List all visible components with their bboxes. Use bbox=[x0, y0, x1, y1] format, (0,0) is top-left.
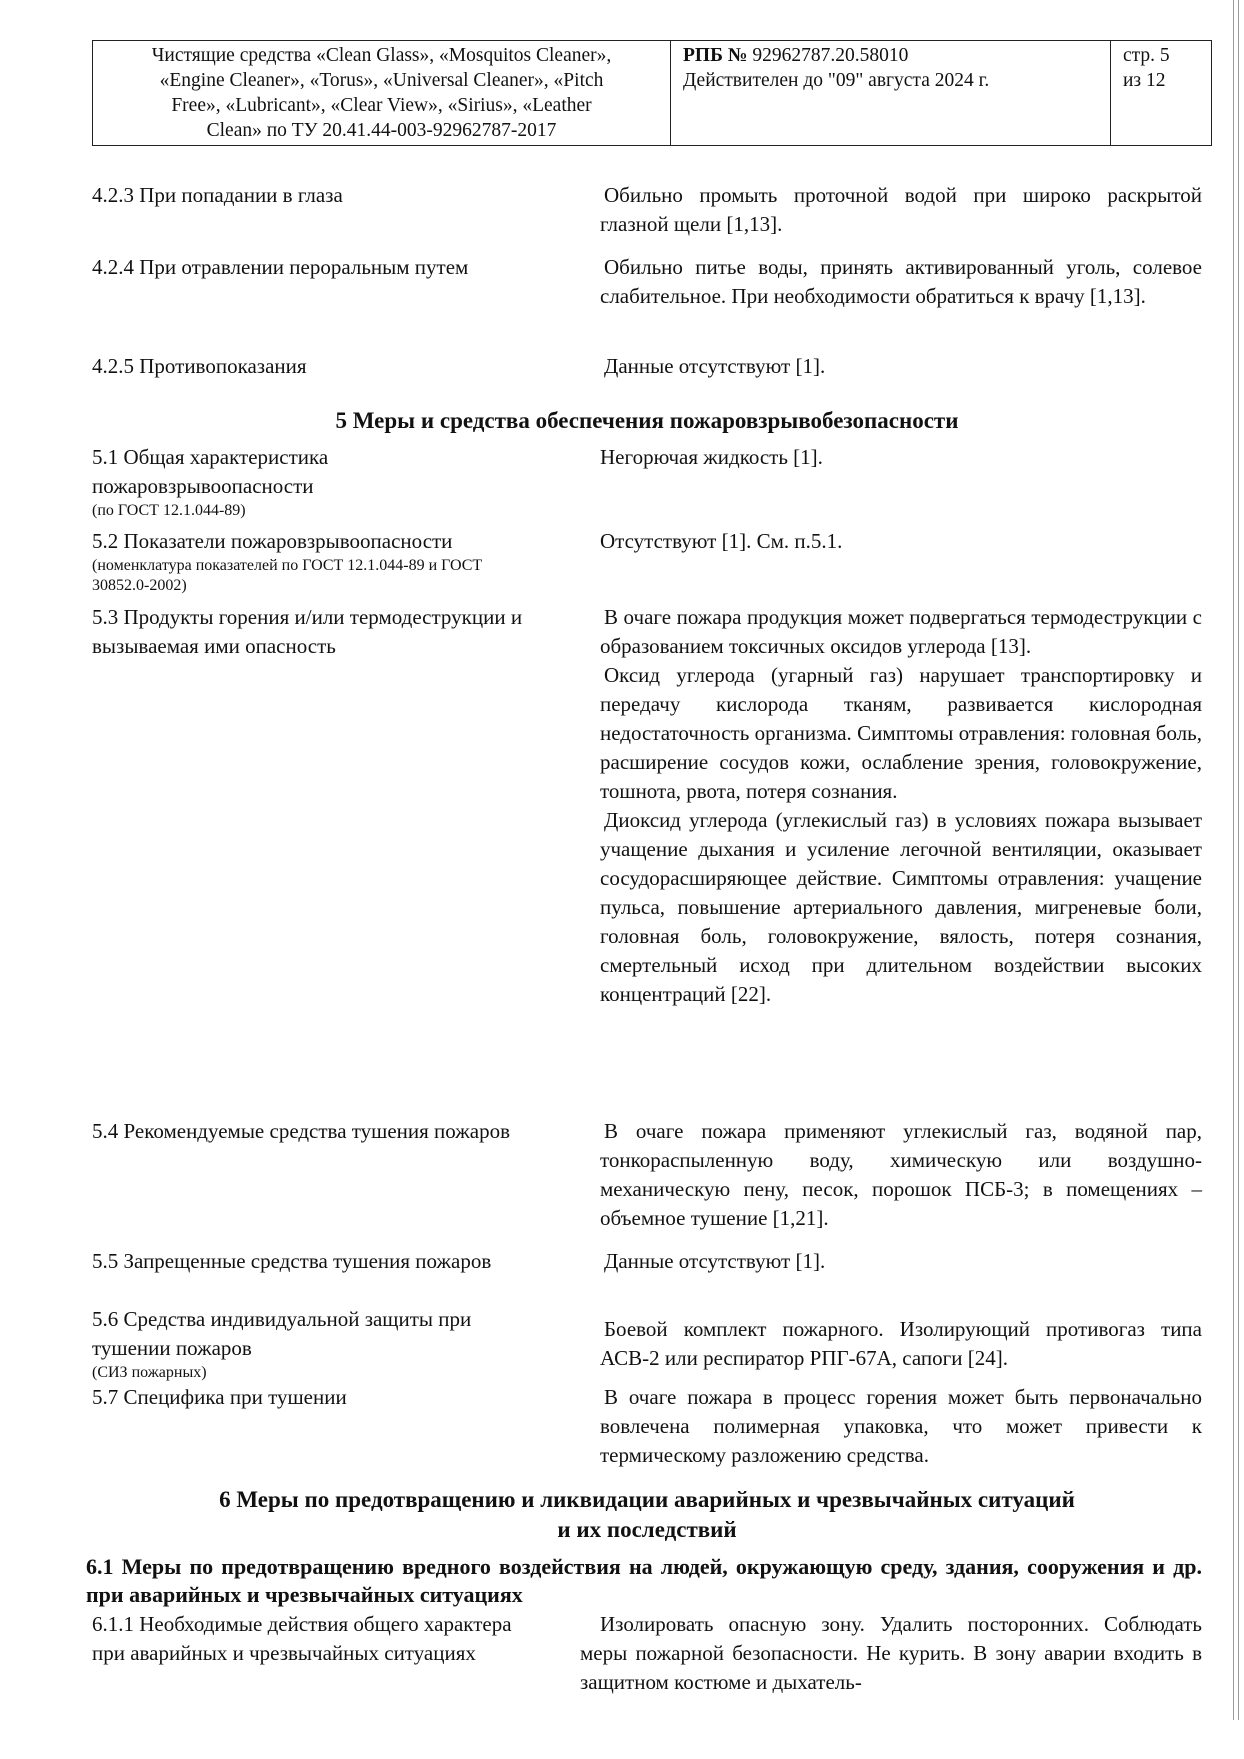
rpb-label: РПБ № bbox=[683, 45, 748, 66]
header-product-line: «Engine Cleaner», «Torus», «Universal Cleaner», «Pitch bbox=[159, 70, 604, 91]
row-value: В очаге пожара в процесс горения может быть первоначально вовлечена полимерная упаковка, что может привести к термическому разложению средства. bbox=[600, 1385, 1202, 1467]
row-label-group bbox=[92, 527, 562, 596]
header-page-cell bbox=[1111, 41, 1211, 145]
page-number: стр. 5 bbox=[1123, 45, 1170, 66]
row-note: (номенклатура показателей по ГОСТ 12.1.044-89 и ГОСТ 30852.0-2002) bbox=[92, 557, 483, 594]
document-header-table bbox=[92, 40, 1212, 146]
row-label: 5.2 Показатели пожаровзрывоопасности bbox=[92, 529, 453, 553]
header-registration-cell bbox=[671, 41, 1111, 145]
row-label-group bbox=[92, 1305, 532, 1383]
subsection-6-1-heading: 6.1 Меры по предотвращению вредного воздействия на людей, окружающую среду, здания, сооружения и др. при аварийных и чрезвычайных ситуациях bbox=[86, 1554, 1202, 1607]
section-6-heading bbox=[92, 1485, 1202, 1545]
row-4-2-5 bbox=[92, 352, 1202, 381]
row-4-2-3 bbox=[92, 181, 1202, 239]
row-5-3 bbox=[92, 603, 1202, 1009]
row-5-6 bbox=[92, 1305, 1202, 1383]
row-label: 5.1 Общая характеристика пожаровзрывоопасности bbox=[92, 445, 329, 498]
row-label: 5.3 Продукты горения и/или термодеструкции и вызываемая ими опасность bbox=[92, 605, 523, 658]
row-5-2 bbox=[92, 527, 1202, 596]
row-value-group bbox=[580, 603, 1202, 1009]
scan-edge-line bbox=[1233, 0, 1239, 1720]
row-value: Данные отсутствуют [1]. bbox=[604, 1249, 826, 1273]
row-value: Обильно промыть проточной водой при широко раскрытой глазной щели [1,13]. bbox=[600, 183, 1202, 236]
row-label: 4.2.4 При отравлении пероральным путем bbox=[92, 255, 469, 279]
row-value: Изолировать опасную зону. Удалить посторонних. Соблюдать меры пожарной безопасности. Не курить. В зону аварии входить в защитном костюме и дыхатель- bbox=[580, 1612, 1202, 1694]
row-label: 5.6 Средства индивидуальной защиты при тушении пожаров bbox=[92, 1307, 472, 1360]
section-6-heading-line: и их последствий bbox=[557, 1517, 737, 1542]
row-5-4 bbox=[92, 1117, 1202, 1233]
row-value: Обильно питье воды, принять активированный уголь, солевое слабительное. При необходимости обратиться к врачу [1,13]. bbox=[600, 255, 1202, 308]
row-label: 6.1.1 Необходимые действия общего характера при аварийных и чрезвычайных ситуациях bbox=[92, 1612, 512, 1665]
row-note: (СИЗ пожарных) bbox=[92, 1364, 207, 1381]
row-value: Негорючая жидкость [1]. bbox=[600, 445, 823, 469]
row-value: Данные отсутствуют [1]. bbox=[604, 354, 826, 378]
paragraph: Оксид углерода (угарный газ) нарушает транспортировку и передачу кислорода тканям, развивается кислородная недостаточность организма. Симптомы отравления: головная боль, расширение сосудов кожи, ослабление зрения, головокружение, тошнота, рвота, потеря сознания. bbox=[600, 663, 1202, 803]
row-label: 5.7 Специфика при тушении bbox=[92, 1385, 347, 1409]
row-5-1 bbox=[92, 443, 1202, 521]
row-label: 4.2.3 При попадании в глаза bbox=[92, 183, 343, 207]
row-label: 5.5 Запрещенные средства тушения пожаров bbox=[92, 1249, 492, 1273]
row-label-group bbox=[92, 443, 522, 521]
header-product-line: Чистящие средства «Clean Glass», «Mosquitos Cleaner», bbox=[151, 45, 612, 66]
paragraph: В очаге пожара продукция может подвергаться термодеструкции с образованием токсичных оксидов углерода [13]. bbox=[600, 605, 1202, 658]
row-value: Отсутствуют [1]. См. п.5.1. bbox=[600, 529, 843, 553]
row-label: 5.4 Рекомендуемые средства тушения пожаров bbox=[92, 1119, 511, 1143]
page-total: из 12 bbox=[1123, 70, 1166, 91]
header-product-cell bbox=[93, 41, 671, 145]
header-product-line: Free», «Lubricant», «Clear View», «Sirius», «Leather bbox=[171, 95, 592, 116]
row-value: В очаге пожара применяют углекислый газ, водяной пар, тонкораспыленную воду, химическую или воздушно-механическую пену, песок, порошок ПСБ-3; в помещениях – объемное тушение [1,21]. bbox=[600, 1119, 1202, 1230]
row-value: Боевой комплект пожарного. Изолирующий противогаз типа АСВ-2 или респиратор РПГ-67А, сапоги [24]. bbox=[600, 1317, 1202, 1370]
valid-until: Действителен до "09" августа 2024 г. bbox=[683, 70, 990, 91]
row-6-1-1 bbox=[92, 1610, 1202, 1697]
row-4-2-4 bbox=[92, 253, 1202, 311]
row-note: (по ГОСТ 12.1.044-89) bbox=[92, 502, 246, 519]
section-6-heading-line: 6 Меры по предотвращению и ликвидации аварийных и чрезвычайных ситуаций bbox=[219, 1487, 1075, 1512]
rpb-number: 92962787.20.58010 bbox=[752, 45, 909, 66]
section-5-heading: 5 Меры и средства обеспечения пожаровзрывобезопасности bbox=[335, 408, 959, 433]
row-label: 4.2.5 Противопоказания bbox=[92, 354, 307, 378]
row-5-5 bbox=[92, 1247, 1202, 1276]
row-5-7 bbox=[92, 1383, 1202, 1470]
paragraph: Диоксид углерода (углекислый газ) в условиях пожара вызывает учащение дыхания и усиление легочной вентиляции, оказывает сосудорасширяющее действие. Симптомы отравления: учащение пульса, повышение артериального давления, мигреневые боли, головная боль, головокружение, вялость, потеря сознания, смертельный исход при длительном воздействии высоких концентраций [22]. bbox=[600, 808, 1202, 1006]
header-product-line: Clean» по ТУ 20.41.44-003-92962787-2017 bbox=[206, 120, 557, 141]
